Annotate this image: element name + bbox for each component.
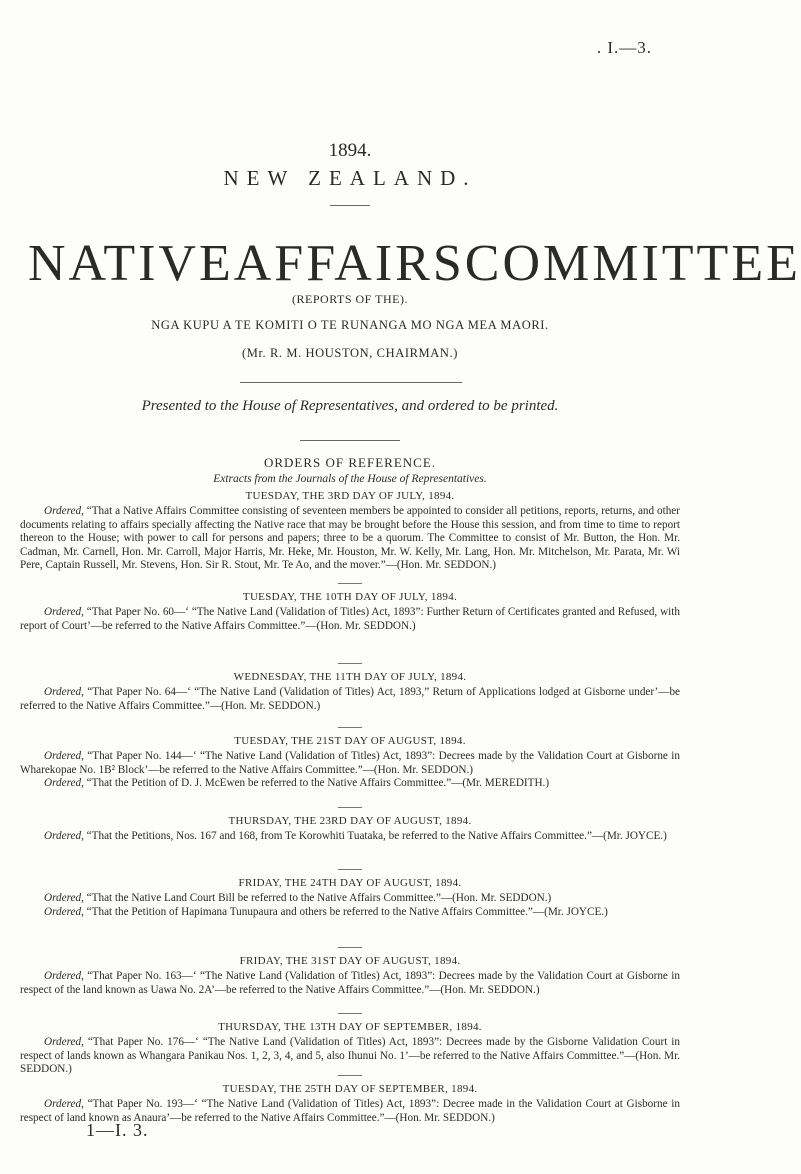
order-text: “That the Petition of Hapimana Tunupaura and others be referred to the Native Affairs Committee.”—(Mr. JOYCE.) xyxy=(83,905,608,918)
section-date: TUESDAY, THE 3RD DAY OF JULY, 1894. xyxy=(245,490,455,502)
extracts-subheading: Extracts from the Journals of the House of Representatives. xyxy=(213,473,487,485)
order-section xyxy=(20,1070,680,1125)
order-lead: Ordered, xyxy=(44,892,84,905)
section-date: TUESDAY, THE 25TH DAY OF SEPTEMBER, 1894. xyxy=(222,1083,478,1095)
order-lead: Ordered, xyxy=(44,686,84,699)
document-year: 1894. xyxy=(328,140,372,161)
chairman-line: (Mr. R. M. HOUSTON, CHAIRMAN.) xyxy=(241,346,459,360)
section-divider xyxy=(338,869,362,870)
title-word-committee: COMMITTEE xyxy=(464,235,801,292)
order-section xyxy=(20,658,680,713)
title-word-affairs: AFFAIRS xyxy=(233,235,465,292)
section-divider xyxy=(338,807,362,808)
order-section xyxy=(20,490,680,572)
order-lead: Ordered, xyxy=(44,1036,84,1049)
section-divider xyxy=(338,1075,362,1076)
order-lead: Ordered, xyxy=(44,830,84,843)
order-lead: Ordered, xyxy=(44,505,84,518)
order-lead: Ordered, xyxy=(44,750,84,763)
section-divider xyxy=(338,1013,362,1014)
order-paragraph xyxy=(20,777,680,790)
sheet-signature: 1—I. 3. xyxy=(86,1120,149,1140)
section-date: THURSDAY, THE 13TH DAY OF SEPTEMBER, 1894. xyxy=(218,1021,482,1033)
order-section xyxy=(20,1008,680,1077)
section-date: FRIDAY, THE 24TH DAY OF AUGUST, 1894. xyxy=(238,877,462,889)
orders-heading: ORDERS OF REFERENCE. xyxy=(263,455,437,470)
country-heading: NEW ZEALAND. xyxy=(223,166,477,190)
section-date: WEDNESDAY, THE 11TH DAY OF JULY, 1894. xyxy=(233,671,467,683)
order-text: “That the Petition of D. J. McEwen be referred to the Native Affairs Committee.”—(Mr. MEREDITH.) xyxy=(83,777,550,790)
document-title xyxy=(28,235,801,292)
divider xyxy=(330,205,370,206)
section-divider xyxy=(338,947,362,948)
order-paragraph xyxy=(20,892,680,905)
section-divider xyxy=(338,583,362,584)
order-lead: Ordered, xyxy=(44,970,84,983)
order-text: “That a Native Affairs Committee consisting of seventeen members be appointed to consider all petitions, reports, returns, and other documents relating to affairs specially affecting the Native race that may be brought before the House this session, and from time to time to report thereon to the House; with power to call for persons and papers; three to be a quorum. The Committee to consist of Mr. Button, the Hon. Mr. Cadman, Mr. Carnell, Hon. Mr. Carroll, Major Harris, Mr. Heke, Mr. Houston, Mr. W. Kelly, Mr. Lang, Hon. Mr. Mitchelson, Mr. Parata, Mr. Wi Pere, Captain Russell, Mr. Stevens, Hon. Sir R. Stout, Mr. Te Ao, and the mover.”—(Hon. Mr. SEDDON.) xyxy=(20,505,680,572)
order-lead: Ordered, xyxy=(44,606,84,619)
order-paragraph xyxy=(20,686,680,713)
order-section xyxy=(20,722,680,791)
order-paragraph xyxy=(20,505,680,572)
maori-title: NGA KUPU A TE KOMITI O TE RUNANGA MO NGA MEA MAORI. xyxy=(151,318,549,332)
divider xyxy=(240,382,462,383)
order-text: “That Paper No. 176—‘ “The Native Land (Validation of Titles) Act, 1893”: Decrees made by the Gisborne Validation Court in respect of lands known as Whangara Panikau Nos. 1, 2, 3, 4, and 5, also Ihunui No. 1’—be referred to the Native Affairs Committee.”—(Hon. Mr. SEDDON.) xyxy=(20,1036,680,1076)
order-text: “That Paper No. 64—‘ “The Native Land (Validation of Titles) Act, 1893,” Return of Applications lodged at Gisborne under’—be referred to the Native Affairs Committee.”—(Hon. Mr. SEDDON.) xyxy=(20,686,680,712)
order-text: “That Paper No. 163—‘ “The Native Land (Validation of Titles) Act, 1893”: Decrees made by the Validation Court at Gisborne in respect of the land known as Uawa No. 2A’—be referred to the Native Affairs Committee.”—(Hon. Mr. SEDDON.) xyxy=(20,970,680,996)
order-section xyxy=(20,942,680,997)
order-section xyxy=(20,864,680,919)
section-divider xyxy=(338,727,362,728)
order-paragraph xyxy=(20,970,680,997)
order-text: “That Paper No. 144—‘ “The Native Land (Validation of Titles) Act, 1893”: Decrees made by the Validation Court at Gisborne in Wharekopae No. 1B² Block’—be referred to the Native Affairs Committee.”—(Hon. Mr. SEDDON.) xyxy=(20,750,680,776)
divider xyxy=(300,440,400,441)
order-paragraph xyxy=(20,830,680,843)
order-text: “That Paper No. 60—‘ “The Native Land (Validation of Titles) Act, 1893”: Further Return of Certificates granted and Refused, with report of Court’—be referred to the Native Affairs Committee.”—(Hon. Mr. SEDDON.) xyxy=(20,606,680,632)
page-reference: . I.—3. xyxy=(596,38,652,57)
order-lead: Ordered, xyxy=(44,777,84,790)
section-date: FRIDAY, THE 31ST DAY OF AUGUST, 1894. xyxy=(239,955,461,967)
order-lead: Ordered, xyxy=(44,1098,84,1111)
section-date: TUESDAY, THE 10TH DAY OF JULY, 1894. xyxy=(242,591,458,603)
order-text: “That Paper No. 193—‘ “The Native Land (Validation of Titles) Act, 1893”: Decree made in the Validation Court at Gisborne in respect of land known as Anaura’—be referred to the Native Affairs Committee.”—(Hon. Mr. SEDDON.) xyxy=(20,1098,680,1124)
order-paragraph xyxy=(20,606,680,633)
section-divider xyxy=(338,663,362,664)
order-text: “That the Petitions, Nos. 167 and 168, from Te Korowhiti Tuataka, be referred to the Native Affairs Committee.”—(Mr. JOYCE.) xyxy=(83,830,667,843)
presented-note: Presented to the House of Representatives, and ordered to be printed. xyxy=(141,398,559,414)
order-paragraph xyxy=(20,906,680,919)
order-lead: Ordered, xyxy=(44,905,84,918)
order-text: “That the Native Land Court Bill be referred to the Native Affairs Committee.”—(Hon. Mr. SEDDON.) xyxy=(83,892,552,905)
title-word-native: NATIVE xyxy=(28,235,234,292)
order-paragraph xyxy=(20,750,680,777)
order-section xyxy=(20,578,680,633)
document-subtitle: (REPORTS OF THE). xyxy=(292,292,408,306)
section-date: THURSDAY, THE 23RD DAY OF AUGUST, 1894. xyxy=(228,815,472,827)
section-date: TUESDAY, THE 21ST DAY OF AUGUST, 1894. xyxy=(234,735,466,747)
order-section xyxy=(20,802,680,844)
